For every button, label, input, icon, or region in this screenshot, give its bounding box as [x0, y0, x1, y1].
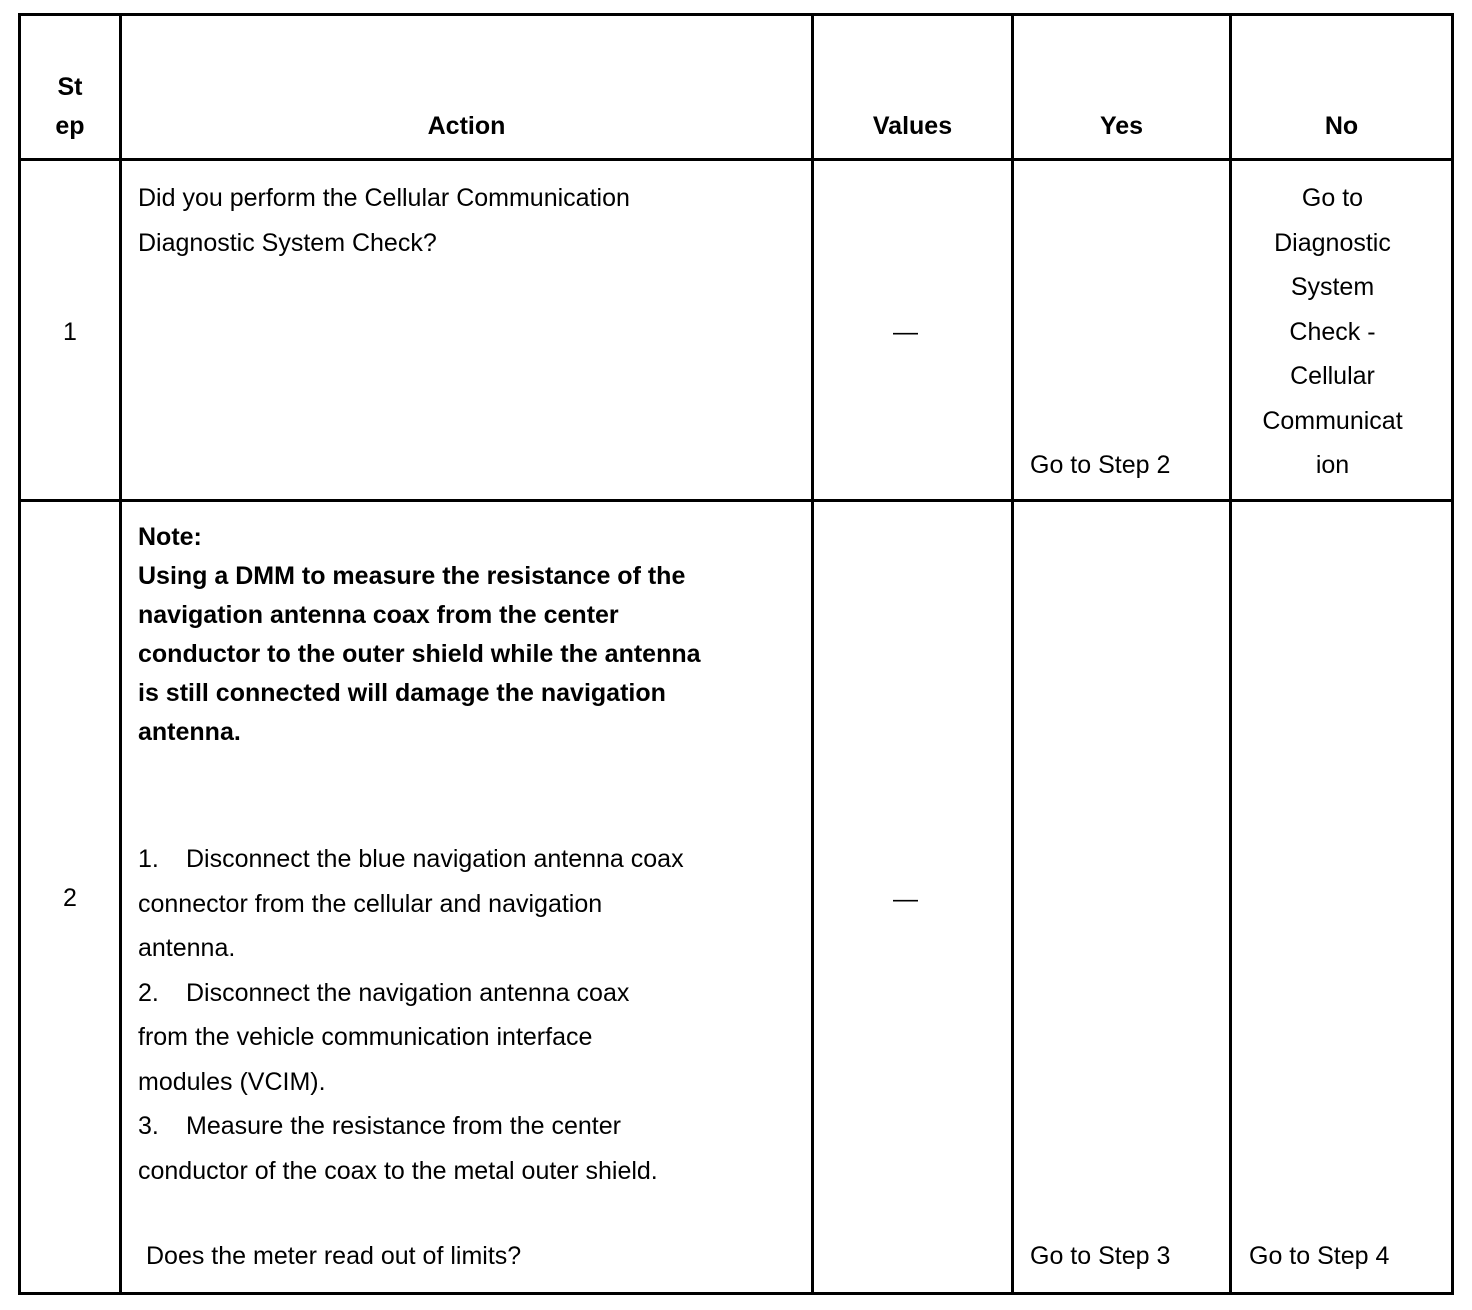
procedure-step-number: 1. — [138, 845, 159, 873]
table-border-left — [18, 13, 21, 1295]
header-values: Values — [872, 112, 953, 140]
row-divider — [18, 499, 1454, 502]
row2-value: — — [893, 885, 918, 913]
procedure-step — [138, 971, 808, 1016]
row1-no-line: Cellular — [1290, 362, 1375, 390]
row1-yes: Go to Step 2 — [1030, 451, 1171, 479]
row1-no-line: Diagnostic — [1274, 228, 1391, 257]
row1-no-line: Communicat — [1262, 406, 1403, 435]
row1-no-line: ion — [1315, 451, 1350, 479]
procedure-step-text: Disconnect the blue navigation antenna coax — [186, 845, 684, 873]
note-line: is still connected will damage the navigation — [138, 679, 666, 707]
row2-question: Does the meter read out of limits? — [146, 1242, 522, 1270]
note-line: navigation antenna coax from the center — [138, 601, 619, 629]
column-divider — [1011, 13, 1014, 1295]
note-label: Note: — [138, 523, 202, 551]
row1-action-line: Diagnostic System Check? — [138, 228, 437, 257]
procedure-step-text: from the vehicle communication interface — [138, 1023, 593, 1051]
procedure-step-text: modules (VCIM). — [138, 1067, 326, 1096]
procedure-step-text: antenna. — [138, 934, 236, 962]
note-line: Using a DMM to measure the resistance of the — [138, 562, 686, 590]
row1-step: 1 — [63, 318, 77, 346]
header-action: Action — [427, 112, 506, 140]
note-line: antenna. — [138, 718, 241, 746]
row1-no-line: Go to — [1301, 184, 1364, 212]
row2-step: 2 — [63, 884, 77, 912]
note-line: conductor to the outer shield while the antenna — [138, 640, 701, 668]
header-step-line: St — [57, 73, 83, 101]
procedure-step-text: conductor of the coax to the metal outer shield. — [138, 1156, 658, 1185]
row1-no-line: Check - — [1289, 317, 1376, 346]
row2-yes: Go to Step 3 — [1030, 1242, 1171, 1270]
row1-no — [1232, 176, 1433, 488]
table-border-top — [18, 13, 1454, 16]
header-no: No — [1324, 112, 1359, 140]
header-step-line: ep — [55, 112, 85, 140]
row1-value: — — [893, 318, 918, 346]
procedure-step-text: connector from the cellular and navigation — [138, 889, 603, 918]
row1-action-line: Did you perform the Cellular Communication — [138, 184, 630, 212]
row2-no: Go to Step 4 — [1249, 1242, 1390, 1270]
row1-action — [138, 176, 808, 265]
procedure-step-text: Disconnect the navigation antenna coax — [186, 978, 630, 1007]
column-divider — [811, 13, 814, 1295]
procedure-step-number: 2. — [138, 978, 159, 1007]
row1-no-line: System — [1290, 273, 1375, 301]
column-divider — [119, 13, 122, 1295]
table-border-right — [1451, 13, 1454, 1295]
row-divider — [18, 158, 1454, 161]
header-yes: Yes — [1099, 112, 1144, 140]
procedure-step-number: 3. — [138, 1112, 159, 1140]
row2-note — [138, 518, 808, 752]
header-step — [21, 68, 119, 146]
procedure-step — [138, 837, 808, 882]
diagnostic-table — [18, 13, 1454, 1295]
procedure-step — [138, 1104, 808, 1149]
table-border-bottom — [18, 1292, 1454, 1295]
procedure-step-text: Measure the resistance from the center — [186, 1112, 621, 1140]
row2-procedure-list — [138, 837, 808, 1193]
